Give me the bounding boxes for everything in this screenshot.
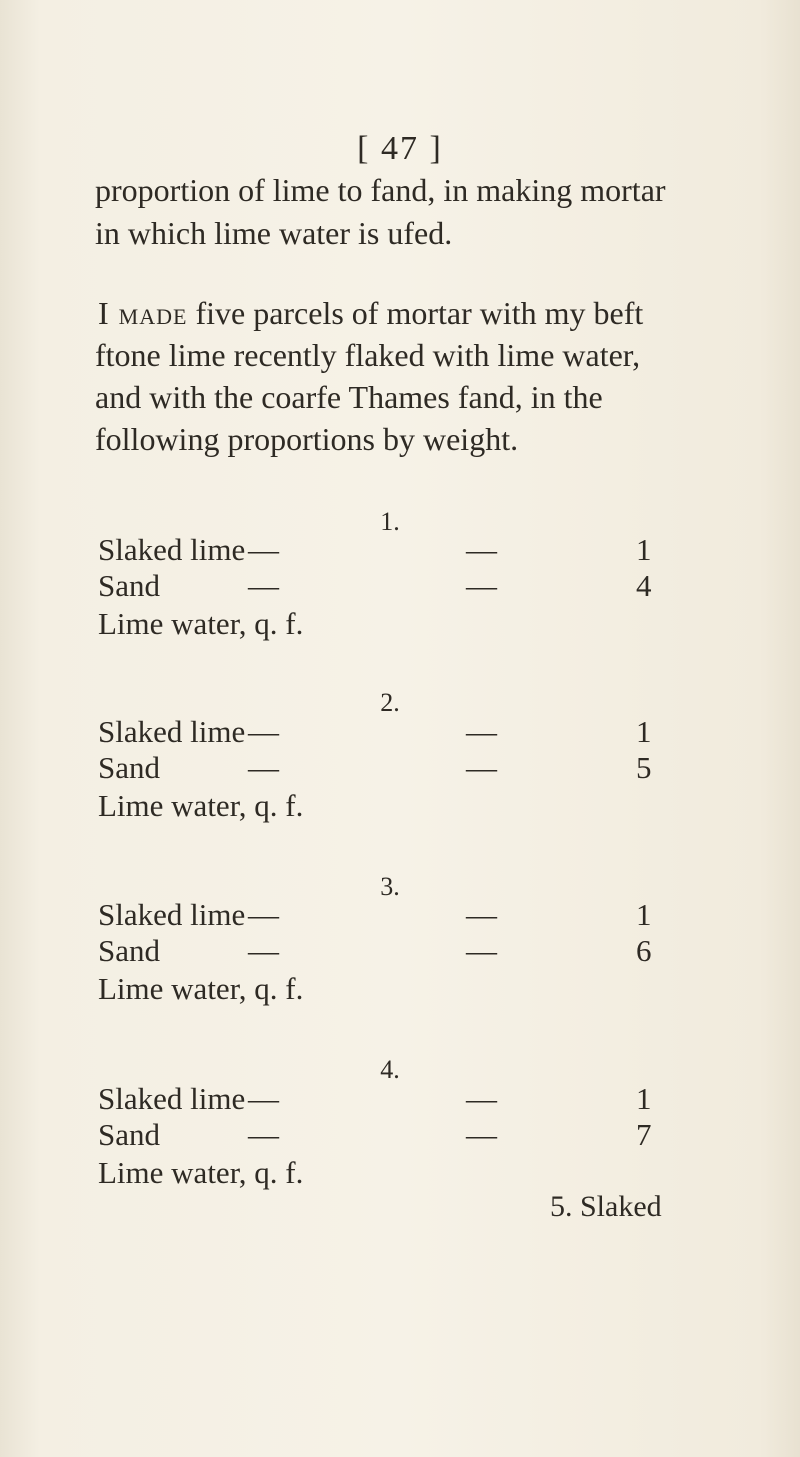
group-number: 3. [380,872,400,901]
ingredient-label: Sand [98,750,160,785]
leader-dash: — [248,532,279,567]
ingredient-label: Lime water, q. f. [98,1155,304,1190]
paragraph-line-1-text: five parcels of mortar with my beft [187,295,644,331]
group-number: 4. [380,1055,400,1084]
ingredient-quantity: 1 [636,897,652,932]
paragraph-line-1 [98,295,643,332]
ingredient-row [98,1155,678,1191]
ingredient-row [98,714,678,750]
leader-dash: — [248,1081,279,1116]
leader-dash: — [466,897,497,932]
leader-dash: — [248,714,279,749]
ingredient-quantity: 7 [636,1117,652,1152]
group-number: 2. [380,688,400,717]
ingredient-label: Slaked lime [98,1081,246,1116]
ingredient-row [98,1081,678,1117]
ingredient-label: Lime water, q. f. [98,971,304,1006]
leader-dash: — [466,532,497,567]
ingredient-row [98,750,678,786]
leader-dash: — [248,750,279,785]
ingredient-label: Sand [98,568,160,603]
ingredient-quantity: 1 [636,532,652,567]
ingredient-quantity: 4 [636,568,652,603]
leader-dash: — [248,897,279,932]
ingredient-row [98,606,678,642]
leader-dash: — [466,1117,497,1152]
page-header: [ 47 ] [357,130,443,167]
leader-dash: — [248,933,279,968]
intro-line-2: in which lime water is ufed. [95,215,453,251]
ingredient-row [98,971,678,1007]
leader-dash: — [466,1081,497,1116]
leader-dash: — [466,933,497,968]
ingredient-row [98,568,678,604]
leader-dash: — [466,714,497,749]
ingredient-label: Sand [98,1117,160,1152]
ingredient-row [98,933,678,969]
ingredient-label: Lime water, q. f. [98,606,304,641]
ingredient-quantity: 1 [636,714,652,749]
ingredient-label: Sand [98,933,160,968]
ingredient-label: Slaked lime [98,532,246,567]
ingredient-quantity: 1 [636,1081,652,1116]
ingredient-row [98,897,678,933]
intro-line-1: proportion of lime to fand, in making mortar [95,172,666,208]
ingredient-label: Slaked lime [98,897,246,932]
leader-dash: — [466,568,497,603]
catchword: 5. Slaked [550,1190,662,1223]
ingredient-label: Slaked lime [98,714,246,749]
ingredient-row [98,1117,678,1153]
paragraph-line-2: ftone lime recently flaked with lime water, [95,337,641,373]
ingredient-row [98,788,678,824]
leader-dash: — [466,750,497,785]
ingredient-label: Lime water, q. f. [98,788,304,823]
ingredient-row [98,532,678,568]
leader-dash: — [248,568,279,603]
paragraph-line-3: and with the coarfe Thames fand, in the [95,379,603,415]
leader-dash: — [248,1117,279,1152]
paragraph-line-4: following proportions by weight. [95,421,519,457]
ingredient-quantity: 5 [636,750,652,785]
ingredient-quantity: 6 [636,933,652,968]
group-number: 1. [380,507,400,536]
paragraph-lead: I made [98,295,188,331]
